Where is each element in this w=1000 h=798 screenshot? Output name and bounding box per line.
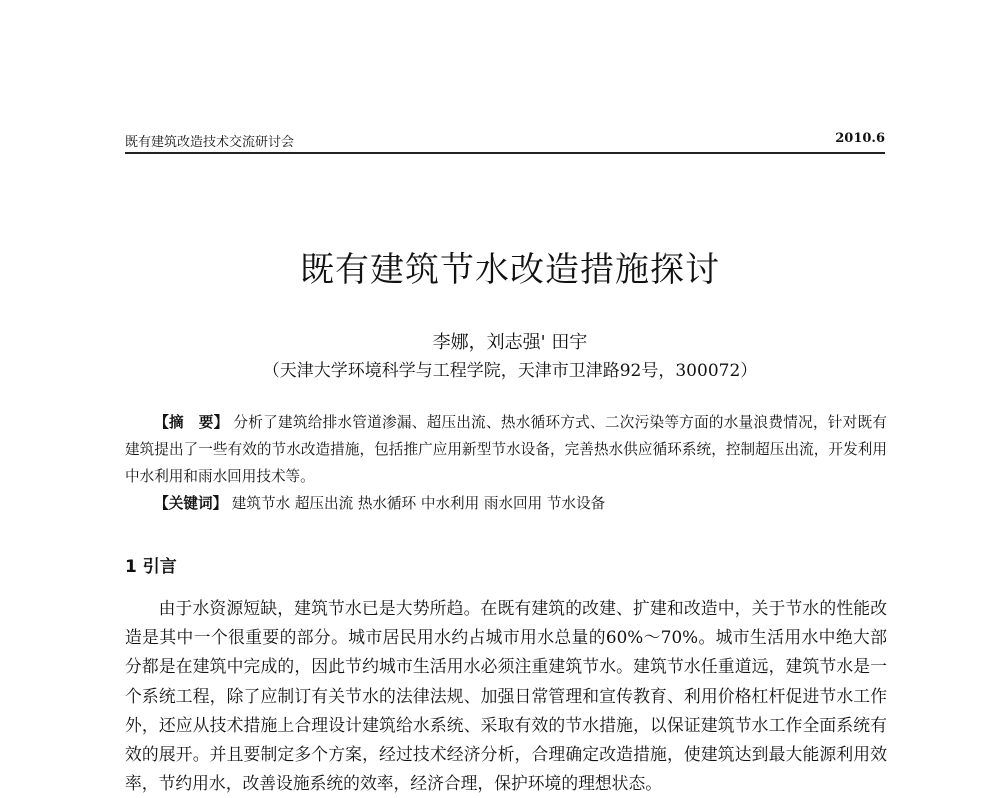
keywords-label: 【关键词】 <box>154 495 228 512</box>
running-header-date: 2010.6 <box>835 131 885 146</box>
header-rule <box>125 152 885 154</box>
keywords <box>125 492 887 513</box>
running-header-conference: 既有建筑改造技术交流研讨会 <box>125 135 295 150</box>
abstract-label: 【摘 要】 <box>154 414 229 431</box>
authors: 李娜，刘志强' 田宇 <box>432 332 588 353</box>
body-paragraph: 由于水资源短缺，建筑节水已是大势所趋。在既有建筑的改建、扩建和改造中，关于节水的性能改造是其中一个很重要的部分。城市居民用水约占城市用水总量的60%～70%。城市生活用水中绝大部分都是在建筑中完成的，因此节约城市生活用水必须注重建筑节水。建筑节水任重道远，建筑节水是一个系统工程，除了应制订有关节水的法律法规、加强日常管理和宣传教育、利用价格杠杆促进节水工作外，还应从技术措施上合理设计建筑给水系统、采取有效的节水措施，以保证建筑节水工作全面系统有效的展开。并且要制定多个方案，经过技术经济分析，合理确定改造措施，使建筑达到最大能源利用效率，节约用水，改善设施系统的效率，经济合理，保护环境的理想状态。 <box>125 598 887 794</box>
abstract <box>125 409 887 490</box>
affiliation: （天津大学环境科学与工程学院，天津市卫津路92号，300072） <box>262 361 758 381</box>
keywords-text: 建筑节水 超压出流 热水循环 中水利用 雨水回用 节水设备 <box>227 495 606 512</box>
paper-title: 既有建筑节水改造措施探讨 <box>300 250 720 290</box>
abstract-text: 分析了建筑给排水管道渗漏、超压出流、热水循环方式、二次污染等方面的水量浪费情况，针对既有建筑提出了一些有效的节水改造措施，包括推广应用新型节水设备，完善热水供应循环系统，控制超压出流，开发利用中水利用和雨水回用技术等。 <box>125 414 887 485</box>
section-heading: 1 引言 <box>125 557 177 577</box>
